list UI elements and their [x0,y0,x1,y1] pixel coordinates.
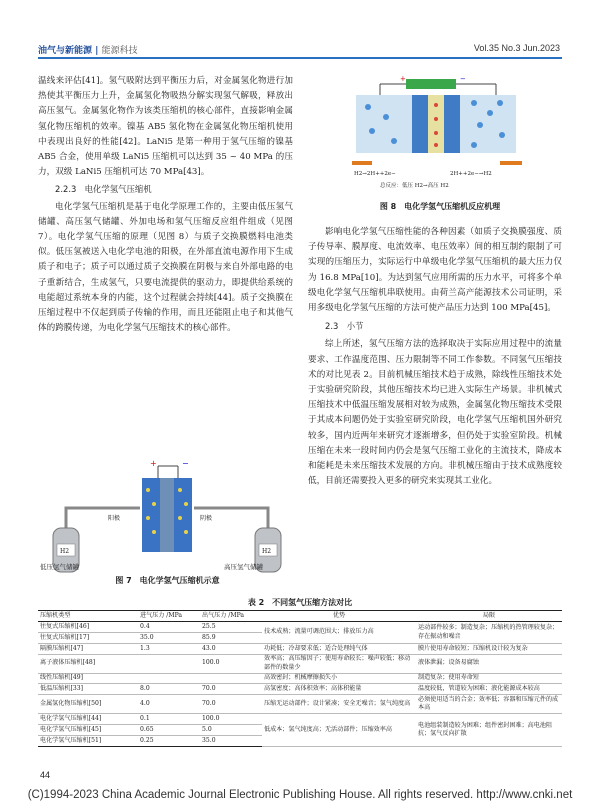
advantage-cell: 高效密封；机械摩擦损失小 [262,673,416,684]
cathode-plate [174,478,192,552]
tank-h2-label: H2 [60,548,70,555]
minus-sign: − [182,459,189,468]
cathode-label: 阴极 [200,515,213,522]
section-heading-2-3: 2.3 小节 [325,321,364,332]
figure-7-caption: 图 7 电化学氢气压缩机示意 [115,576,220,585]
anode-plate [142,478,160,552]
table-row: 离子液体压缩机[48] 100.0 效率高；高压缩因子；使用寿命较长；噪声较低；移动部件的数量少 液体泄漏；设备易腐蚀 [38,654,562,673]
figure-7 [40,458,295,588]
table-row: 金属氢化物压缩机[50] 4.0 70.0 压缩无运动部件；设计紧凑；安全无噪音；氢气纯度高 必须使用适当的合金；效率低；容器和压缩元件的成本高 [38,695,562,714]
paragraph-metal-hydride: 温线来评估[41]。氢气吸附达到平衡压力后，对金属氢化物进行加热使其平衡压力上升，金属氢化物吸热分解实现氢气解吸，释放出高压氢气。金属氢化物作为该类压缩机的核心部件，直接影响金属氢化物压缩机的效率。镍基 AB5 氢化物在金属氢化物压缩机使用中表现出良好的性能[42]。LaNi5 是第一种用于氢气压缩的镍基 AB5 合金，使用单级 LaNi5 压缩机可以达到 35 ~ 40 MPa 的压力，双级 LaNi5 压缩机可达 70 MPa[43]。 [38,76,293,178]
limitation-cell: 制造复杂；使用寿命短 [416,673,562,684]
limitation-cell: 必须使用适当的合金；效率低；容器和压缩元件的成本高 [416,695,562,714]
limitation-cell: 膜片使用寿命较短；压缩机设计较为复杂 [416,643,562,654]
advantage-cell: 效率高；高压缩因子；使用寿命较长；噪声较低；移动部件的数量少 [262,654,416,673]
advantage-cell: 低成本；氢气纯度高；无活动部件；压缩效率高 [262,714,416,746]
minus-sign: − [460,75,466,83]
section-heading-2-2-3: 2.2.3 电化学氢气压缩机 [55,184,152,195]
header-rule [38,57,562,59]
advantage-cell: 压缩无运动部件；设计紧凑；安全无噪音；氢气纯度高 [262,695,416,714]
anode-label: 阳极 [108,515,121,522]
copyright-footer: (C)1994-2023 China Academic Journal Electronic Publishing House. All rights reserved. http://www.cnki.net [27,789,573,801]
col-inlet: 进气压力 /MPa [138,611,200,622]
col-type: 压缩机类型 [38,611,138,622]
right-column [308,225,562,489]
low-pressure-pipe [66,508,140,528]
page-number: 44 [40,770,51,780]
limitation-cell: 电池组装制造较为困难；组件密封困难；高电池阻抗；氢气反向扩散 [416,714,562,746]
paragraph-performance: 影响电化学氢气压缩性能的各种因素（如质子交换膜强度、质子传导率、膜厚度、电流效率、电压效率）间的相互制约限制了可实现的压缩压力，实际运行中单级电化学氢气压缩机的最大压力仅为 16.8 MPa[10]。为达到氢气应用所需的压力水平，可将多个单级电化学氢气压缩机串联使用。由荷兰高产能源技术公司证明，采用多级电化学氢气压缩的方法可使产品压力达到 100 MPa[45]。 [308,227,562,314]
advantage-cell: 技术成熟；流量可调范围大；排放压力高 [262,622,416,644]
table-row: 线性压缩机[49] 高效密封；机械摩擦损失小 制造复杂；使用寿命短 [38,673,562,684]
cathode-electrode [444,95,460,153]
anode-reaction: H2→2H++2e− [354,171,396,177]
overall-reaction: 总反应：低压 H2→高压 H2 [380,183,449,189]
table-row: 电化学氢气压缩机[45] 0.65 5.0 [38,724,562,735]
table-header-row [38,611,562,622]
table-row: 往复式压缩机[17] 35.0 85.9 [38,633,562,644]
low-tank-caption: 低压氢气储罐 [40,563,79,571]
figure-8 [350,73,530,223]
journal-header: 油气与新能源 | 能源科技 [38,46,138,56]
advantage-cell: 功耗低；冷却要求低；适合处理纯气体 [262,643,416,654]
limitation-cell: 运动部件较多；制造复杂；压缩机的热管理较复杂；存在振动和噪音 [416,622,562,644]
col-advantage: 优势 [262,611,416,622]
table-2-title: 表 2 不同氢气压缩方法对比 [247,598,353,607]
high-tank-caption: 高压氢气储罐 [224,563,263,571]
journal-section: 能源科技 [101,46,138,56]
col-outlet: 出气压力 /MPa [200,611,262,622]
paragraph-electrochemical: 电化学氢气压缩机是基于电化学原理工作的，主要由低压氢气储罐、高压氢气储罐、外加电场和氢气压缩反应组件组成（见图 7）。电化学氢气压缩的原理（见图 8）与质子交换膜燃料电池类似。低压氢被送入电化学电池的阳极，在外部直流电源作用下生成质子和电子；质子可以通过质子交换膜在阴极与来自外部电路的电子重新结合，生成氢气，只要电流提供的驱动力，即提供给系统的电能超过系统本身的内能，这个过程就会持续[44]。质子交换膜在压缩过程中不仅起到质子传输的作用，而且还能阻止电子和其他气体的跨膜传递，为电化学氢气压缩技术的核心部件。 [38,201,293,334]
power-source [406,79,456,89]
figure-8-caption: 图 8 电化学氢气压缩机反应机理 [379,202,501,211]
cathode-reaction: 2H++2e−→H2 [450,171,492,177]
plus-sign: + [400,75,406,83]
plus-sign: + [150,459,157,468]
journal-name: 油气与新能源 [38,46,93,56]
table-2 [38,610,562,747]
cathode-chamber [460,95,516,153]
limitation-cell: 温度较低，管道较为困难；液化能源成本较高 [416,684,562,695]
membrane [160,478,174,552]
col-limitation: 局限 [416,611,562,622]
table-row: 电化学氢气压缩机[44] 0.1 100.0 低成本；氢气纯度高；无活动部件；压缩效率高 电池组装制造较为困难；组件密封困难；高电池阻抗；氢气反向扩散 [38,714,562,725]
paragraph-summary: 综上所述，氢气压缩方法的选择取决于实际应用过程中的流量要求、工作温度范围、压力限制等不同工作参数。不同氢气压缩技术的对比见表 2。目前机械压缩技术趋于成熟，除线性压缩技术处于实验研究阶段，其他压缩技术均已进入实际生产场景。非机械式压缩技术中低温压缩发展相对较为成熟，金属氢化物压缩技术受限于其成本问题仍处于实验室研究阶段，电化学氢气压缩机国外研究较多，国内近两年来研究才逐渐增多，但仍处于实验室阶段。机械压缩在未来一段时间内仍会是氢气压缩工业化的主流技术，降成本和能耗是未来压缩技术发展的方向。非机械压缩由于技术成熟度较低，目前还需要投入更多的研究来实现其工业化。 [308,339,562,487]
advantage-cell: 高氢密度；高体积效率；高体积能量 [262,684,416,695]
limitation-cell: 液体泄漏；设备易腐蚀 [416,654,562,673]
issue-info: Vol.35 No.3 Jun.2023 [473,43,560,53]
table-row: 往复式压缩机[46] 0.4 25.5 技术成熟；流量可调范围大；排放压力高 运动部件较多；制造复杂；压缩机的热管理较复杂；存在振动和噪音 [38,622,562,633]
anode-electrode [412,95,428,153]
table-row: 低温压缩机[33] 8.0 70.0 高氢密度；高体积效率；高体积能量 温度较低，管道较为困难；液化能源成本较高 [38,684,562,695]
table-row: 隔膜压缩机[47] 1.3 43.0 功耗低；冷却要求低；适合处理纯气体 膜片使用寿命较短；压缩机设计较为复杂 [38,643,562,654]
figure-8-diagram [350,73,530,193]
anode-chamber [356,95,412,153]
table-row: 电化学氢气压缩机[51] 0.25 35.0 [38,735,562,746]
tank-h2-label: H2 [262,548,272,555]
left-column-top [38,74,293,336]
